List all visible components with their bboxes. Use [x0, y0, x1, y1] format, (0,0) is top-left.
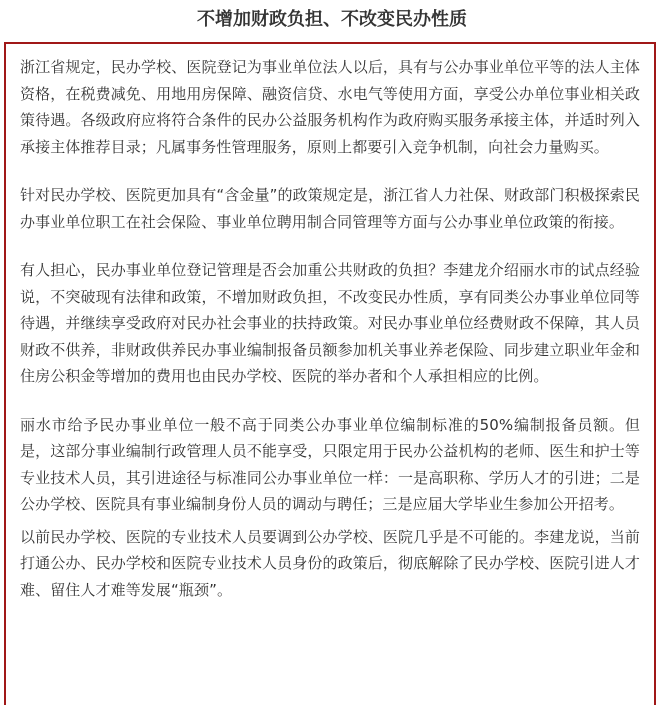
paragraph-1: 浙江省规定，民办学校、医院登记为事业单位法人以后，具有与公办事业单位平等的法人主体资格，在税费减免、用地用房保障、融资信贷、水电气等使用方面，享受公办单位事业相关政策待遇。各级政府应将符合条件的民办公益服务机构作为政府购买服务承接主体，并适时列入承接主体推荐目录；凡属事务性管理服务，原则上都要引入竞争机制，向社会力量购买。: [20, 58, 640, 156]
paragraph-2: 针对民办学校、医院更加具有“含金量”的政策规定是，浙江省人力社保、财政部门积极探索民办事业单位职工在社会保险、事业单位聘用制合同管理等方面与公办事业单位政策的衔接。: [20, 186, 640, 231]
article-body-box: [4, 42, 656, 705]
article-title: 不增加财政负担、不改变民办性质: [197, 9, 467, 30]
paragraph-4: 丽水市给予民办事业单位一般不高于同类公办事业单位编制标准的50%编制报备员额。但是，这部分事业编制行政管理人员不能享受，只限定用于民办公益机构的老师、医生和护士等专业技术人员，其引进途径与标准同公办事业单位一样：一是高职称、学历人才的引进；二是公办学校、医院具有事业编制身份人员的调动与聘任；三是应届大学毕业生参加公开招考。: [20, 415, 640, 513]
paragraph-5: 以前民办学校、医院的专业技术人员要调到公办学校、医院几乎是不可能的。李建龙说，当前打通公办、民办学校和医院专业技术人员身份的政策后，彻底解除了民办学校、医院引进人才难、留住人才难等发展“瓶颈”。: [20, 527, 640, 599]
paragraph-3: 有人担心，民办事业单位登记管理是否会加重公共财政的负担？李建龙介绍丽水市的试点经验说，不突破现有法律和政策，不增加财政负担，不改变民办性质，享有同类公办事业单位同等待遇，并继续享受政府对民办社会事业的扶持政策。对民办事业单位经费财政不保障，其人员财政不供养，非财政供养民办事业编制报备员额参加机关事业养老保险、同步建立职业年金和住房公积金等增加的费用也由民办学校、医院的举办者和个人承担相应的比例。: [20, 261, 640, 385]
